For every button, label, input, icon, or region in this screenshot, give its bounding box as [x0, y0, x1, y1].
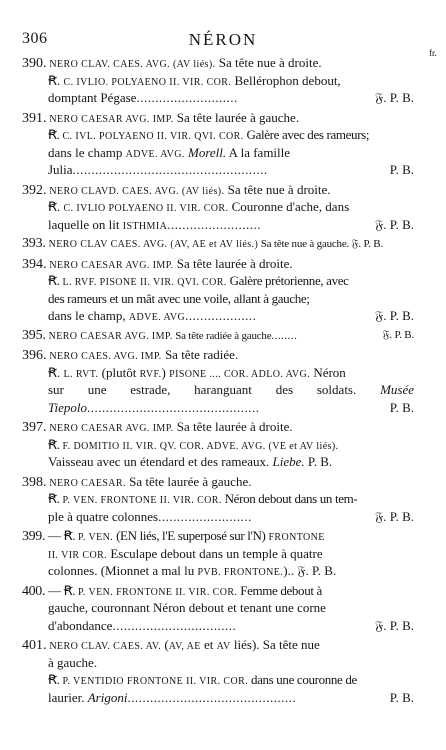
- coin-legend: ADVE. AVG: [128, 312, 186, 323]
- coin-legend: NERO CAESAR AVG. IMP.: [46, 113, 174, 125]
- entry-text: ).. 𝔉. P. B.: [283, 563, 337, 578]
- coin-legend: NERO CLAV CAES. AVG. (AV, AE et AV liés.): [45, 239, 259, 250]
- coin-entry: [22, 54, 414, 109]
- entry-text: Sa tête laurée à droite.: [173, 255, 293, 271]
- italic-reference: Tiepolo: [48, 399, 88, 415]
- dot-leader: ...........................: [136, 90, 238, 105]
- coin-legend: F. DOMITIO II. VIR. QV. COR. ADVE. AVG. (VE et AV liés).: [62, 440, 339, 452]
- coin-entry: [22, 255, 414, 327]
- italic-reference: Arigoni: [87, 689, 128, 705]
- entry-text: colonnes. (Mionnet a mal lu: [48, 563, 198, 578]
- entry-line: [22, 109, 414, 127]
- coin-entry: [22, 418, 414, 473]
- entry-line: [22, 307, 414, 325]
- entry-text: ): [161, 364, 170, 380]
- entry-line: [22, 346, 414, 364]
- dot-leader: .................................: [112, 617, 237, 633]
- entry-text: Sa tête laurée à gauche.: [173, 109, 300, 125]
- coin-entry: [22, 636, 414, 708]
- entry-line: [22, 436, 414, 454]
- entry-line: [22, 617, 414, 635]
- entry-line: [22, 198, 414, 216]
- entry-number: 391.: [22, 110, 47, 126]
- coin-entry: [22, 327, 414, 347]
- coin-legend: NERO CAESAR.: [46, 477, 126, 489]
- rarity-grade: 𝔉. P. B.: [375, 508, 414, 524]
- entry-text: —: [45, 528, 64, 543]
- entry-text: Sa tête laurée à gauche.: [125, 473, 252, 489]
- coin-legend: ADVE. AVG.: [125, 148, 185, 160]
- entry-line: [22, 545, 414, 563]
- entry-text: Néron debout dans un tem-: [221, 491, 358, 506]
- italic-reference: Morell.: [187, 144, 227, 160]
- coin-legend: NERO CLAVD. CAES. AVG. (AV liés).: [46, 185, 225, 197]
- reverse-mark: Ꞧ.: [48, 672, 63, 687]
- entry-line: [22, 364, 414, 382]
- coin-legend: NERO CAESAR AVG. IMP.: [46, 423, 174, 434]
- entry-text: Bellérophon debout,: [231, 72, 341, 88]
- entry-text: —: [45, 582, 64, 598]
- entry-text: et: [200, 637, 217, 652]
- entry-line: [22, 161, 414, 179]
- entry-text: gauche, couronnant Néron debout et tenant une corne: [48, 600, 326, 615]
- coin-legend: FRONTONE: [268, 532, 325, 543]
- coin-legend: ISTHMIA: [122, 220, 168, 232]
- catalogue-entries: [22, 54, 414, 708]
- entry-text: laurier.: [48, 689, 88, 705]
- entry-line: [22, 599, 414, 617]
- entry-number: 390.: [22, 56, 47, 71]
- entry-number: 394.: [22, 256, 47, 272]
- coin-legend: II. VIR COR.: [48, 549, 108, 561]
- coin-entry: [22, 473, 414, 528]
- reverse-mark: Ꞧ.: [48, 127, 63, 142]
- entry-text: Galère avec des rameurs;: [243, 127, 370, 142]
- entry-text: Esculape debout dans un temple à quatre: [107, 545, 323, 561]
- italic-reference: Musée: [380, 382, 414, 397]
- entry-number: 399.: [22, 529, 46, 544]
- coin-legend: C. IVL. POLYAENO II. VIR. QVI. COR.: [62, 131, 244, 142]
- entry-line: [22, 381, 414, 399]
- entry-text: Sa tête laurée à droite.: [173, 419, 293, 434]
- coin-legend: C. IVLIO POLYAENO II. VIR. COR.: [63, 203, 229, 214]
- coin-legend: AV: [216, 641, 231, 652]
- dot-leader: .............................................: [127, 689, 297, 705]
- entry-text: sur une estrade, haranguant des soldats.: [48, 382, 381, 397]
- entry-number: 400.: [22, 583, 46, 599]
- entry-text: Sa tête radiée à gauche: [172, 329, 272, 342]
- coin-legend: NERO CLAV. CAES. AVG. (AV liés).: [46, 59, 216, 70]
- entry-number: 398.: [22, 474, 47, 490]
- entry-text: à gauche.: [48, 654, 98, 670]
- entry-text: Femme debout à: [237, 582, 322, 598]
- entry-line: [22, 582, 414, 600]
- dot-leader: ....................................................: [72, 162, 268, 177]
- reverse-mark: Ꞧ.: [48, 199, 64, 214]
- entry-text: (: [161, 637, 169, 652]
- dot-leader: .........................: [158, 508, 252, 524]
- entry-text: dans le champ: [48, 144, 126, 160]
- coin-legend: L. RVT.: [63, 368, 99, 380]
- entry-line: [22, 181, 414, 199]
- coin-entry: [22, 582, 414, 637]
- rarity-grade: 𝔉. P. B.: [375, 90, 414, 105]
- entry-text: Couronne d'ache, dans: [228, 199, 350, 214]
- entry-text: (EN liés, l'E superposé sur l'N): [113, 528, 269, 543]
- coin-legend: NERO CAESAR AVG. IMP.: [45, 330, 173, 342]
- coin-entry: [22, 109, 414, 181]
- entry-line: [22, 235, 414, 253]
- entry-line: [22, 527, 414, 545]
- entry-gap: [22, 706, 414, 708]
- italic-reference: Liebe.: [272, 454, 305, 469]
- entry-text: (plutôt: [98, 364, 140, 380]
- entry-text: dans le champ,: [48, 308, 129, 323]
- dot-leader: ..............................................: [87, 399, 260, 415]
- entry-line: [22, 671, 414, 689]
- coin-legend: P. VEN. FRONTONE II. VIR. COR.: [62, 495, 222, 506]
- dot-leader: ...................: [185, 308, 257, 323]
- entry-number: 396.: [22, 348, 47, 363]
- rarity-grade: 𝔉. P. B.: [382, 328, 414, 341]
- reverse-mark: Ꞧ.: [48, 364, 64, 380]
- coin-legend: NERO CLAV. CAES. AV.: [46, 641, 162, 652]
- entry-line: [22, 508, 414, 526]
- running-head: NÉRON: [188, 30, 258, 49]
- reverse-mark: Ꞧ.: [48, 273, 63, 288]
- rarity-grade: P. B.: [389, 689, 414, 705]
- entry-line: [22, 255, 414, 273]
- dot-leader: ........: [271, 329, 298, 342]
- entry-line: [22, 562, 414, 580]
- entry-line: [22, 144, 414, 162]
- entry-text: Julia: [48, 162, 73, 177]
- entry-line: [22, 327, 414, 345]
- entry-text: Sa tête radiée.: [161, 347, 239, 362]
- rarity-grade: 𝔉. P. B.: [375, 308, 414, 323]
- entry-text: Vaisseau avec un étendard et des rameaux.: [48, 454, 273, 469]
- entry-line: [22, 54, 414, 72]
- rarity-grade: 𝔉. P. B.: [375, 216, 414, 232]
- entry-line: [22, 689, 414, 707]
- reverse-mark: Ꞧ.: [63, 528, 79, 543]
- entry-text: Néron: [310, 364, 346, 380]
- entry-text: des rameurs et un mât avec une voile, allant à gauche;: [48, 290, 310, 306]
- entry-number: 395.: [22, 327, 46, 343]
- coin-entry: [22, 527, 414, 582]
- entry-text: Sa tête nue à gauche. 𝔉. P. B.: [258, 238, 383, 250]
- reverse-mark: Ꞧ.: [63, 582, 79, 598]
- page-number: 306: [22, 30, 48, 47]
- entry-line: [22, 636, 414, 654]
- entry-line: [22, 72, 414, 90]
- entry-number: 401.: [22, 638, 47, 653]
- entry-line: [22, 418, 414, 436]
- entry-text: Sa tête nue à droite.: [215, 55, 322, 70]
- entry-number: 393.: [22, 236, 46, 251]
- entry-line: [22, 654, 414, 672]
- entry-text: liés). Sa tête nue: [230, 637, 320, 652]
- entry-line: [22, 399, 414, 417]
- coin-entry: [22, 346, 414, 418]
- entry-line: [22, 89, 414, 107]
- coin-legend: NERO CAESAR AVG. IMP.: [46, 259, 174, 271]
- entry-text: d'abondance: [48, 617, 113, 633]
- entry-text: laquelle on lit: [48, 216, 123, 232]
- dot-leader: .........................: [167, 216, 261, 232]
- entry-text: domptant Pégase: [48, 90, 137, 105]
- reverse-mark: Ꞧ.: [48, 72, 64, 88]
- rarity-grade: 𝔉. P. B.: [375, 617, 414, 633]
- coin-legend: L. RVF. PISONE II. VIR. QVI. COR.: [62, 277, 227, 288]
- entry-line: [22, 290, 414, 308]
- margin-mark: fr.: [429, 48, 437, 58]
- coin-legend: P. VEN.: [78, 532, 114, 543]
- coin-legend: RVF.: [139, 368, 162, 380]
- reverse-mark: Ꞧ.: [48, 436, 63, 452]
- coin-legend: PVB. FRONTONE.: [197, 567, 284, 578]
- entry-text: P. B.: [304, 454, 333, 469]
- entry-text: dans une couronne de: [248, 672, 357, 687]
- entry-text: ple à quatre colonnes: [48, 508, 159, 524]
- entry-line: [22, 126, 414, 144]
- entry-number: 397.: [22, 420, 47, 435]
- entry-line: [22, 453, 414, 471]
- coin-legend: C. IVLIO. POLYAENO II. VIR. COR.: [63, 76, 232, 88]
- entry-text: Sa tête nue à droite.: [224, 181, 331, 197]
- entry-text: A la famille: [226, 144, 291, 160]
- rarity-grade: P. B.: [389, 399, 414, 415]
- entry-text: Galère prétorienne, avec: [226, 273, 349, 288]
- coin-entry: [22, 235, 414, 255]
- coin-legend: P. VENTIDIO FRONTONE II. VIR. COR.: [62, 676, 249, 687]
- rarity-grade: P. B.: [389, 162, 414, 177]
- coin-legend: NERO CAES. AVG. IMP.: [46, 351, 162, 362]
- entry-line: [22, 490, 414, 508]
- coin-legend: PISONE .... COR. ADLO. AVG.: [169, 368, 311, 380]
- entry-line: [22, 216, 414, 234]
- entry-number: 392.: [22, 182, 47, 198]
- coin-entry: [22, 181, 414, 236]
- coin-legend: AV, AE: [168, 641, 201, 652]
- entry-line: [22, 272, 414, 290]
- entry-line: [22, 473, 414, 491]
- coin-legend: P. VEN. FRONTONE II. VIR. COR.: [78, 586, 238, 598]
- reverse-mark: Ꞧ.: [48, 491, 63, 506]
